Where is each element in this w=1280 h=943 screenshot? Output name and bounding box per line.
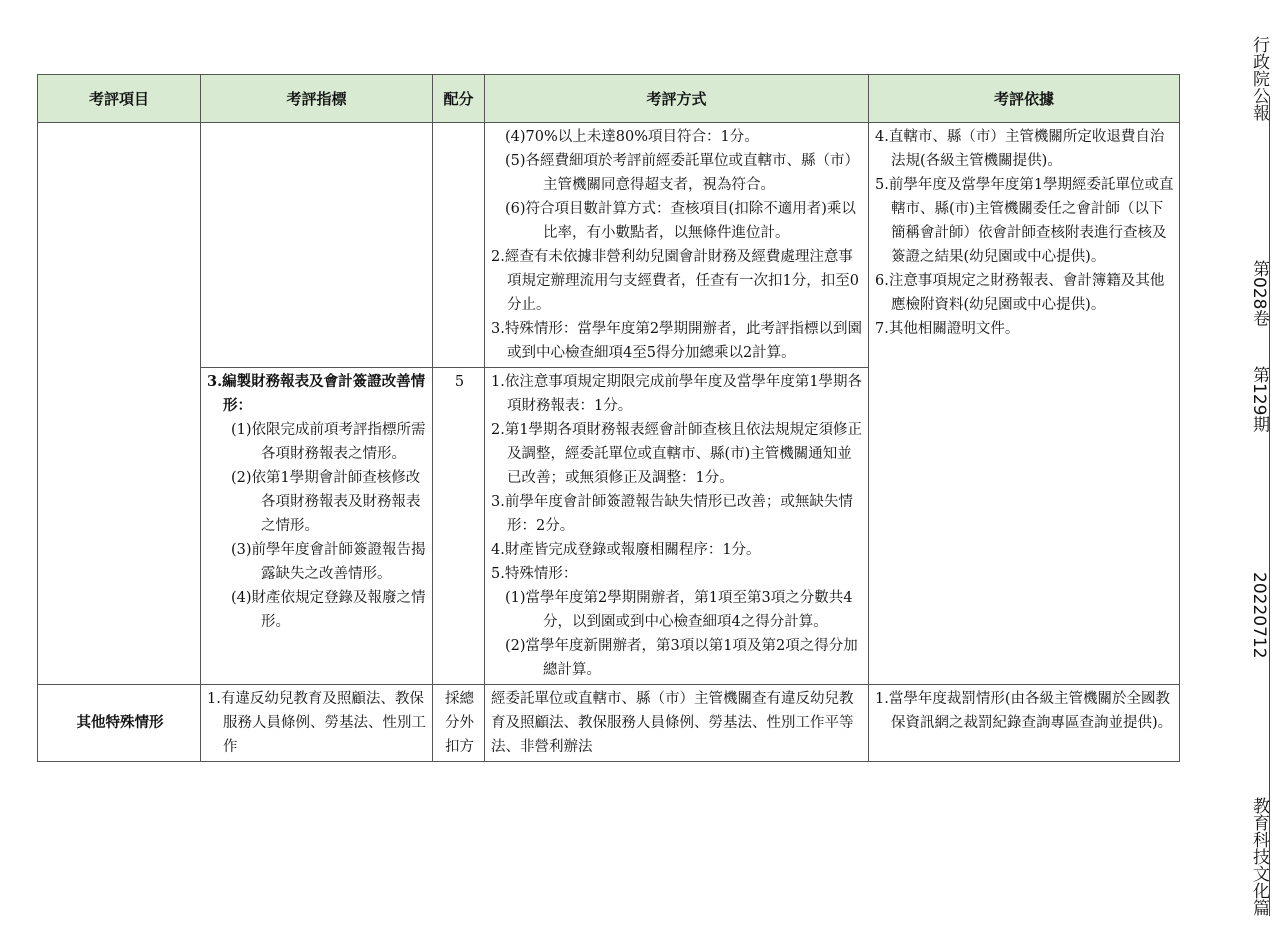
journal-title: 行政院公報 (1249, 36, 1269, 121)
method-line: (4)70%以上未達80%項目符合：1分。 (505, 129, 759, 145)
score-cell: 採總分外扣方 (433, 685, 485, 762)
sidebar-rule (1269, 96, 1270, 916)
method-line: 5.特殊情形： (491, 566, 578, 582)
table-row (38, 685, 1180, 762)
method-line: 4.財產皆完成登錄或報廢相關程序：1分。 (491, 542, 761, 558)
indicator-cell (201, 685, 433, 762)
indicator-line: (3)前學年度會計師簽證報告揭露缺失之改善情形。 (231, 542, 426, 582)
method-cell (485, 368, 869, 685)
indicator-cell-empty (201, 123, 433, 368)
item-cell: 其他特殊情形 (38, 685, 201, 762)
basis-cell (869, 123, 1180, 685)
method-line: 3.前學年度會計師簽證報告缺失情形已改善；或無缺失情形：2分。 (491, 494, 853, 534)
indicator-line: (1)依限完成前項考評指標所需各項財務報表之情形。 (231, 422, 426, 462)
method-line: 3.特殊情形：當學年度第2學期開辦者，此考評指標以到園或到中心檢查細項4至5得分加總乘以2計算。 (491, 321, 863, 361)
score-cell-empty (433, 123, 485, 368)
method-cell (485, 123, 869, 368)
evaluation-table (37, 74, 1180, 762)
basis-cell (869, 685, 1180, 762)
table-row (38, 123, 1180, 368)
method-line: 2.經查有未依據非營利幼兒園會計財務及經費處理注意事項規定辦理流用勻支經費者，任查有一次扣1分，扣至0分止。 (491, 249, 859, 313)
score-cell: 5 (433, 368, 485, 685)
method-line: 經委託單位或直轄市、縣（市）主管機關查有違反幼兒教育及照顧法、教保服務人員條例、勞基法、性別工作平等法、非營利辦法 (491, 691, 854, 755)
volume: 第028卷 (1249, 259, 1269, 327)
header-indicator: 考評指標 (201, 75, 433, 123)
method-line: (1)當學年度第2學期開辦者，第1項至第3項之分數共4分，以到園或到中心檢查細項4之得分計算。 (505, 590, 853, 630)
method-line: (5)各經費細項於考評前經委託單位或直轄市、縣（市）主管機關同意得超支者，視為符合。 (505, 153, 860, 193)
basis-line: 7.其他相關證明文件。 (875, 321, 1020, 337)
header-method: 考評方式 (485, 75, 869, 123)
journal-sidebar (1244, 36, 1274, 916)
method-line: 1.依注意事項規定期限完成前學年度及當學年度第1學期各項財務報表：1分。 (491, 374, 863, 414)
header-row (38, 75, 1180, 123)
issue-date: 20220712 (1249, 571, 1269, 659)
header-item: 考評項目 (38, 75, 201, 123)
header-score: 配分 (433, 75, 485, 123)
indicator-line: 1.有違反幼兒教育及照顧法、教保服務人員條例、勞基法、性別工作 (207, 691, 426, 755)
basis-line: 5.前學年度及當學年度第1學期經委託單位或直轄市、縣(市)主管機關委任之會計師（以下簡稱會計師）依會計師查核附表進行查核及簽證之結果(幼兒園或中心提供)。 (875, 177, 1174, 265)
method-line: (2)當學年度新開辦者，第3項以第1項及第2項之得分加總計算。 (505, 638, 858, 678)
indicator-line: (4)財產依規定登錄及報廢之情形。 (231, 590, 426, 630)
indicator-line: (2)依第1學期會計師查核修改各項財務報表及財務報表之情形。 (231, 470, 421, 534)
section-name: 教育科技文化篇 (1249, 796, 1269, 916)
basis-line: 6.注意事項規定之財務報表、會計簿籍及其他應檢附資料(幼兒園或中心提供)。 (875, 273, 1165, 313)
item-cell-empty (38, 123, 201, 685)
method-line: (6)符合項目數計算方式：查核項目(扣除不適用者)乘以比率，有小數點者，以無條件進位計。 (505, 201, 856, 241)
method-line: 2.第1學期各項財務報表經會計師查核且依法規規定須修正及調整，經委託單位或直轄市、縣(市)主管機關通知並已改善；或無須修正及調整：1分。 (491, 422, 863, 486)
basis-line: 4.直轄市、縣（市）主管機關所定收退費自治法規(各級主管機關提供)。 (875, 129, 1165, 169)
header-basis: 考評依據 (869, 75, 1180, 123)
method-cell (485, 685, 869, 762)
issue: 第129期 (1249, 366, 1269, 433)
indicator-cell (201, 368, 433, 685)
indicator-title: 3.編製財務報表及會計簽證改善情形： (207, 373, 426, 414)
basis-line: 1.當學年度裁罰情形(由各級主管機關於全國教保資訊網之裁罰紀錄查詢專區查詢並提供)。 (875, 691, 1173, 731)
